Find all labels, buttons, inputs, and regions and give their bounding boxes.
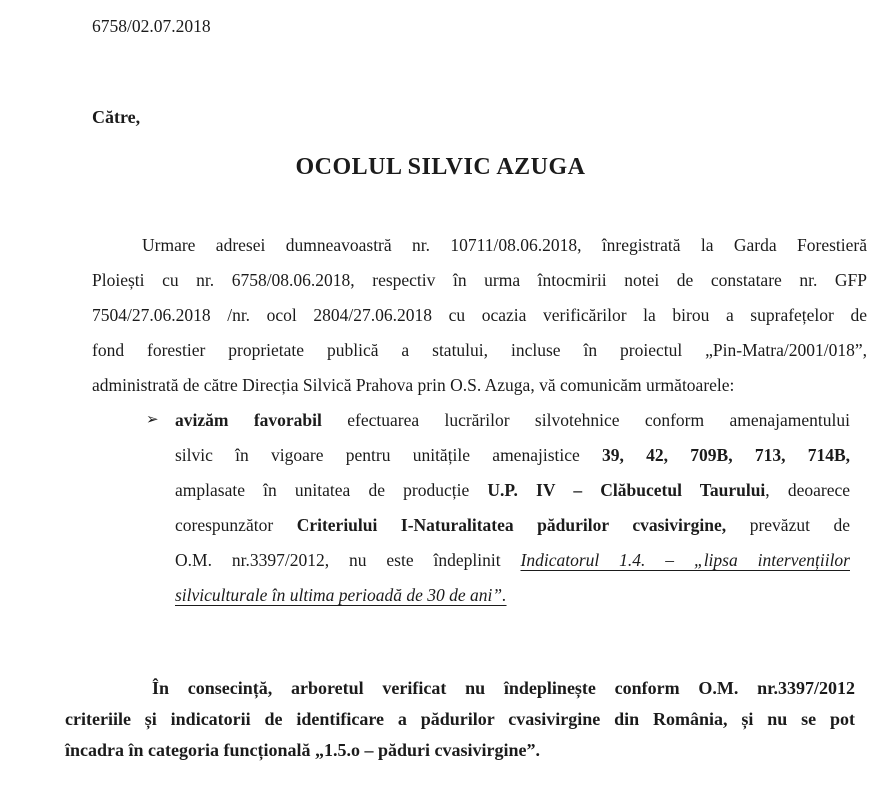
text-segment-bold: U.P. IV – Clăbucetul Taurului <box>487 480 766 500</box>
bullet-line-3 <box>175 473 850 508</box>
text-segment-bold: , <box>845 445 850 465</box>
intro-line-3: 7504/27.06.2018 /nr. ocol 2804/27.06.2018 cu ocazia verificărilor la birou a suprafețelor de <box>92 305 867 325</box>
bullet-item <box>146 403 851 613</box>
bullet-line-1 <box>175 403 850 438</box>
intro-line-2: Ploiești cu nr. 6758/08.06.2018, respectiv în urma întocmirii notei de constatare nr. GFP <box>92 270 867 290</box>
text-segment: silvic în vigoare pentru unitățile amenajistice <box>175 445 603 465</box>
intro-line-5: administrată de către Direcția Silvică Prahova prin O.S. Azuga, vă comunicăm următoarele: <box>92 375 735 395</box>
intro-paragraph <box>92 228 867 403</box>
bullet-line-4 <box>175 508 850 543</box>
text-segment: corespunzător <box>175 515 297 535</box>
bullet-line-6 <box>175 578 850 613</box>
conclusion-line-1: În consecință, arboretul verificat nu îndeplinește conform O.M. nr.3397/2012 <box>152 678 855 698</box>
text-segment-italic-underline: Indicatorul 1.4. – „lipsa intervențiilor <box>520 550 850 570</box>
text-segment-bold: Criteriului I-Naturalitatea pădurilor cvasivirgine, <box>296 515 727 535</box>
text-segment-bold: 39, 42, 709B, 713, 714B <box>602 445 846 465</box>
text-segment: O.M. nr.3397/2012, nu este îndeplinit <box>175 550 521 570</box>
salutation: Către, <box>92 107 141 127</box>
conclusion-line-2: criteriile și indicatorii de identificare a pădurilor cvasivirgine din România, și nu se pot <box>65 709 855 729</box>
bullet-line-2 <box>175 438 850 473</box>
conclusion-paragraph <box>65 673 855 766</box>
text-segment: efectuarea lucrărilor silvotehnice conform amenajamentului <box>321 410 850 430</box>
arrow-bullet-icon: ➢ <box>146 412 159 428</box>
intro-line-1: Urmare adresei dumneavoastră nr. 10711/08.06.2018, înregistrată la Garda Forestieră <box>142 235 867 255</box>
text-segment: , deoarece <box>765 480 851 500</box>
text-segment-bold: avizăm favorabil <box>175 410 322 430</box>
text-segment-italic-underline: silviculturale în ultima perioadă de 30 de ani”. <box>175 585 507 605</box>
bullet-line-5 <box>175 543 850 578</box>
reference-number: 6758/02.07.2018 <box>92 16 211 36</box>
intro-line-4: fond forestier proprietate publică a statului, incluse în proiectul „Pin-Matra/2001/018”, <box>92 340 867 360</box>
conclusion-line-3: încadra în categoria funcțională „1.5.o – păduri cvasivirgine”. <box>65 740 540 760</box>
recipient-title: OCOLUL SILVIC AZUGA <box>295 154 586 180</box>
text-segment: amplasate în unitatea de producție <box>175 480 488 500</box>
text-segment: prevăzut de <box>726 515 850 535</box>
